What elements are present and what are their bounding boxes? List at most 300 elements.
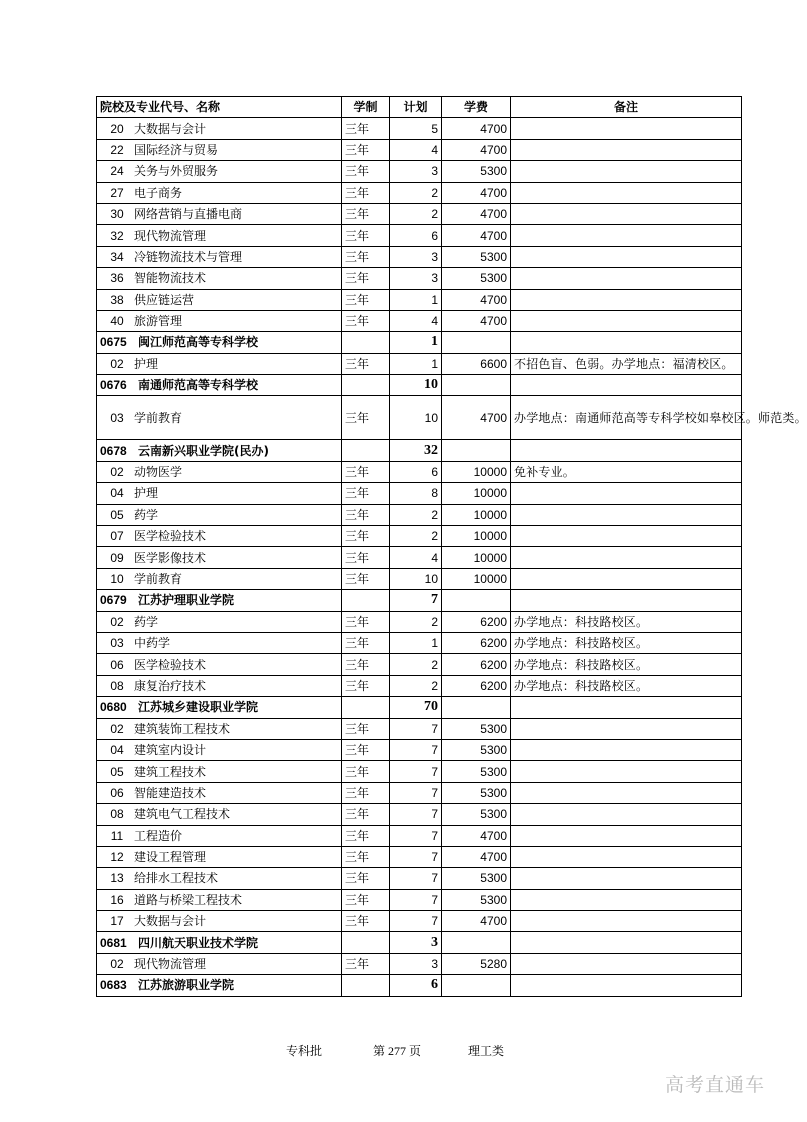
school-cell [97,697,342,718]
major-plan: 4 [390,310,442,331]
school-length-cell [342,375,390,396]
table-row [97,632,742,653]
major-note [511,526,742,547]
major-length: 三年 [342,611,390,632]
major-length: 三年 [342,483,390,504]
header-fee: 学费 [442,97,511,118]
major-plan: 4 [390,547,442,568]
major-code: 08 [110,807,124,822]
school-code: 0681 [100,935,127,950]
major-note [511,483,742,504]
major-plan: 5 [390,118,442,139]
major-cell [97,139,342,160]
major-length: 三年 [342,161,390,182]
major-code: 24 [110,164,124,179]
major-fee: 4700 [442,396,511,440]
major-code: 06 [110,785,124,800]
major-length: 三年 [342,118,390,139]
school-name: 江苏旅游职业学院 [138,978,235,993]
major-cell [97,632,342,653]
school-plan-total: 6 [390,975,442,996]
major-name: 大数据与会计 [134,121,207,136]
major-fee: 10000 [442,547,511,568]
school-row [97,932,742,953]
major-plan: 10 [390,396,442,440]
major-fee: 4700 [442,118,511,139]
major-fee: 4700 [442,139,511,160]
school-length-cell [342,697,390,718]
major-length: 三年 [342,225,390,246]
major-plan: 2 [390,203,442,224]
table-row [97,246,742,267]
table-row [97,526,742,547]
major-code: 05 [110,764,124,779]
school-row [97,375,742,396]
school-code: 0676 [100,378,127,393]
school-row [97,697,742,718]
school-plan-total: 32 [390,440,442,461]
major-plan: 7 [390,718,442,739]
major-fee: 5300 [442,804,511,825]
major-length: 三年 [342,289,390,310]
major-fee: 5300 [442,761,511,782]
school-length-cell [342,932,390,953]
major-cell [97,718,342,739]
major-length: 三年 [342,203,390,224]
major-name: 药学 [134,507,159,522]
major-note [511,953,742,974]
header-name: 院校及专业代号、名称 [97,97,342,118]
table-row [97,825,742,846]
major-note [511,504,742,525]
major-fee: 4700 [442,825,511,846]
school-length-cell [342,975,390,996]
table-row [97,654,742,675]
school-note-cell [511,590,742,611]
major-name: 现代物流管理 [134,228,207,243]
major-length: 三年 [342,654,390,675]
table-row [97,225,742,246]
school-fee-cell [442,932,511,953]
major-plan: 1 [390,632,442,653]
major-note [511,889,742,910]
major-cell [97,246,342,267]
major-name: 建筑装饰工程技术 [134,721,231,736]
table-row [97,396,742,440]
major-code: 03 [110,410,124,425]
major-note: 办学地点：科技路校区。 [511,632,742,653]
major-cell [97,654,342,675]
major-cell [97,504,342,525]
major-cell [97,739,342,760]
major-fee: 4700 [442,310,511,331]
school-plan-total: 70 [390,697,442,718]
major-code: 09 [110,550,124,565]
major-name: 医学影像技术 [134,550,207,565]
major-name: 旅游管理 [134,314,183,329]
table-row [97,203,742,224]
major-cell [97,483,342,504]
school-name: 云南新兴职业学院(民办) [138,443,269,458]
major-cell [97,161,342,182]
school-plan-total: 1 [390,332,442,353]
major-code: 20 [110,121,124,136]
major-code: 02 [110,614,124,629]
major-code: 16 [110,892,124,907]
school-cell [97,932,342,953]
major-fee: 4700 [442,846,511,867]
major-fee: 5300 [442,889,511,910]
major-length: 三年 [342,568,390,589]
major-name: 给排水工程技术 [134,871,219,886]
major-plan: 7 [390,782,442,803]
major-note [511,203,742,224]
table-row [97,182,742,203]
major-plan: 8 [390,483,442,504]
major-plan: 2 [390,611,442,632]
school-cell [97,975,342,996]
school-row [97,440,742,461]
table-row [97,504,742,525]
major-fee: 5300 [442,739,511,760]
major-length: 三年 [342,675,390,696]
major-note [511,911,742,932]
major-plan: 1 [390,353,442,374]
major-length: 三年 [342,953,390,974]
table-row [97,461,742,482]
table-row [97,868,742,889]
major-code: 02 [110,957,124,972]
school-name: 南通师范高等专科学校 [138,378,259,393]
major-fee: 5300 [442,161,511,182]
school-note-cell [511,440,742,461]
major-fee: 10000 [442,504,511,525]
major-note [511,739,742,760]
school-code: 0683 [100,978,127,993]
major-name: 医学检验技术 [134,529,207,544]
school-fee-cell [442,697,511,718]
table-row [97,289,742,310]
major-length: 三年 [342,739,390,760]
school-cell [97,440,342,461]
major-length: 三年 [342,246,390,267]
major-cell [97,353,342,374]
major-name: 电子商务 [134,185,183,200]
major-fee: 4700 [442,182,511,203]
major-note [511,718,742,739]
major-plan: 2 [390,675,442,696]
school-code: 0680 [100,700,127,715]
major-code: 02 [110,465,124,480]
major-plan: 7 [390,825,442,846]
major-code: 32 [110,228,124,243]
school-code: 0679 [100,593,127,608]
major-plan: 3 [390,246,442,267]
school-fee-cell [442,332,511,353]
table-row [97,889,742,910]
footer-page: 第 277 页 [373,1044,422,1058]
major-note: 办学地点：科技路校区。 [511,675,742,696]
major-note [511,182,742,203]
major-note [511,804,742,825]
major-fee: 4700 [442,911,511,932]
major-name: 药学 [134,614,159,629]
major-note [511,846,742,867]
major-fee: 10000 [442,526,511,547]
school-name: 江苏护理职业学院 [138,593,235,608]
major-cell [97,118,342,139]
major-cell [97,868,342,889]
school-fee-cell [442,590,511,611]
major-fee: 10000 [442,461,511,482]
major-name: 供应链运营 [134,292,195,307]
school-cell [97,332,342,353]
major-cell [97,889,342,910]
major-cell [97,182,342,203]
major-code: 12 [110,850,124,865]
footer-category: 理工类 [468,1044,505,1058]
major-name: 建筑工程技术 [134,764,207,779]
major-fee: 6200 [442,632,511,653]
school-name: 闽江师范高等专科学校 [138,335,259,350]
major-fee: 5300 [442,868,511,889]
major-name: 康复治疗技术 [134,678,207,693]
table-header-row [97,97,742,118]
major-length: 三年 [342,846,390,867]
major-name: 医学检验技术 [134,657,207,672]
major-length: 三年 [342,310,390,331]
major-plan: 6 [390,225,442,246]
major-cell [97,289,342,310]
table-row [97,782,742,803]
major-plan: 2 [390,504,442,525]
major-length: 三年 [342,396,390,440]
major-code: 02 [110,721,124,736]
major-fee: 4700 [442,225,511,246]
header-length: 学制 [342,97,390,118]
school-cell [97,375,342,396]
major-note [511,225,742,246]
major-length: 三年 [342,182,390,203]
major-length: 三年 [342,353,390,374]
major-plan: 7 [390,846,442,867]
major-note [511,868,742,889]
major-code: 30 [110,207,124,222]
major-cell [97,461,342,482]
major-fee: 6200 [442,654,511,675]
major-plan: 7 [390,804,442,825]
major-name: 工程造价 [134,828,183,843]
table-row [97,953,742,974]
major-plan: 3 [390,161,442,182]
major-name: 建筑室内设计 [134,743,207,758]
major-note [511,289,742,310]
major-fee: 6600 [442,353,511,374]
major-name: 大数据与会计 [134,914,207,929]
major-name: 护理 [134,486,159,501]
major-note [511,547,742,568]
table-row [97,118,742,139]
major-code: 34 [110,249,124,264]
major-note [511,310,742,331]
major-plan: 7 [390,911,442,932]
footer-batch: 专科批 [286,1044,323,1058]
major-fee: 5300 [442,268,511,289]
major-length: 三年 [342,547,390,568]
school-name: 四川航天职业技术学院 [138,935,259,950]
major-plan: 1 [390,289,442,310]
major-code: 10 [110,572,124,586]
school-plan-total: 7 [390,590,442,611]
major-plan: 3 [390,953,442,974]
major-name: 网络营销与直播电商 [134,207,243,222]
major-cell [97,568,342,589]
table-row [97,310,742,331]
major-length: 三年 [342,889,390,910]
major-code: 13 [110,871,124,886]
major-length: 三年 [342,825,390,846]
table-row [97,139,742,160]
major-code: 06 [110,657,124,672]
school-name: 江苏城乡建设职业学院 [138,700,259,715]
school-note-cell [511,932,742,953]
school-plan-total: 10 [390,375,442,396]
major-note [511,161,742,182]
major-length: 三年 [342,461,390,482]
major-cell [97,268,342,289]
major-cell [97,825,342,846]
major-plan: 3 [390,268,442,289]
major-cell [97,675,342,696]
major-code: 40 [110,314,124,329]
major-note [511,118,742,139]
major-length: 三年 [342,718,390,739]
school-row [97,332,742,353]
table-body [97,118,807,996]
school-length-cell [342,440,390,461]
major-cell [97,203,342,224]
major-name: 学前教育 [134,572,183,586]
major-plan: 7 [390,739,442,760]
major-code: 17 [110,914,124,929]
school-note-cell [511,697,742,718]
major-note [511,568,742,589]
school-code: 0678 [100,443,127,458]
major-length: 三年 [342,139,390,160]
major-note: 免补专业。 [511,461,742,482]
major-note [511,782,742,803]
major-note: 办学地点：南通师范高等专科学校如皋校区。师范类。 [511,396,742,440]
major-note [511,268,742,289]
major-plan: 2 [390,182,442,203]
table-row [97,161,742,182]
major-plan: 6 [390,461,442,482]
major-length: 三年 [342,632,390,653]
major-code: 04 [110,486,124,501]
major-fee: 5300 [442,782,511,803]
major-length: 三年 [342,911,390,932]
school-length-cell [342,332,390,353]
major-code: 08 [110,678,124,693]
major-length: 三年 [342,504,390,525]
major-code: 04 [110,743,124,758]
major-name: 学前教育 [134,410,183,425]
major-fee: 5280 [442,953,511,974]
major-cell [97,782,342,803]
major-name: 智能物流技术 [134,271,207,286]
major-cell [97,396,342,440]
school-note-cell [511,332,742,353]
major-cell [97,953,342,974]
major-note [511,139,742,160]
school-row [97,975,742,996]
school-note-cell [511,975,742,996]
table-row [97,611,742,632]
major-cell [97,761,342,782]
school-fee-cell [442,440,511,461]
major-fee: 10000 [442,483,511,504]
major-cell [97,225,342,246]
table-row [97,804,742,825]
major-length: 三年 [342,526,390,547]
major-note [511,246,742,267]
table-row [97,547,742,568]
school-plan-total: 3 [390,932,442,953]
major-fee: 6200 [442,611,511,632]
major-note: 办学地点：科技路校区。 [511,654,742,675]
major-plan: 4 [390,139,442,160]
major-name: 建筑电气工程技术 [134,807,231,822]
major-name: 护理 [134,356,159,371]
table-row [97,761,742,782]
major-name: 国际经济与贸易 [134,142,219,157]
major-fee: 4700 [442,203,511,224]
major-length: 三年 [342,804,390,825]
major-code: 27 [110,185,124,200]
school-row [97,590,742,611]
major-name: 现代物流管理 [134,957,207,972]
watermark: 高考直通车 [664,1074,765,1096]
major-length: 三年 [342,782,390,803]
major-plan: 10 [390,568,442,589]
major-plan: 7 [390,761,442,782]
table-row [97,483,742,504]
major-fee: 5300 [442,718,511,739]
major-code: 05 [110,507,124,522]
header-plan: 计划 [390,97,442,118]
major-fee: 10000 [442,568,511,589]
major-note [511,825,742,846]
school-fee-cell [442,375,511,396]
major-plan: 7 [390,889,442,910]
major-length: 三年 [342,761,390,782]
table-row [97,568,742,589]
major-code: 03 [110,636,124,651]
major-note [511,761,742,782]
major-code: 11 [110,828,124,843]
major-code: 22 [110,142,124,157]
major-fee: 6200 [442,675,511,696]
major-code: 38 [110,292,124,307]
major-plan: 7 [390,868,442,889]
table-row [97,846,742,867]
major-name: 动物医学 [134,465,183,480]
major-name: 关务与外贸服务 [134,164,219,179]
major-cell [97,310,342,331]
header-note: 备注 [511,97,742,118]
table-row [97,718,742,739]
major-length: 三年 [342,268,390,289]
